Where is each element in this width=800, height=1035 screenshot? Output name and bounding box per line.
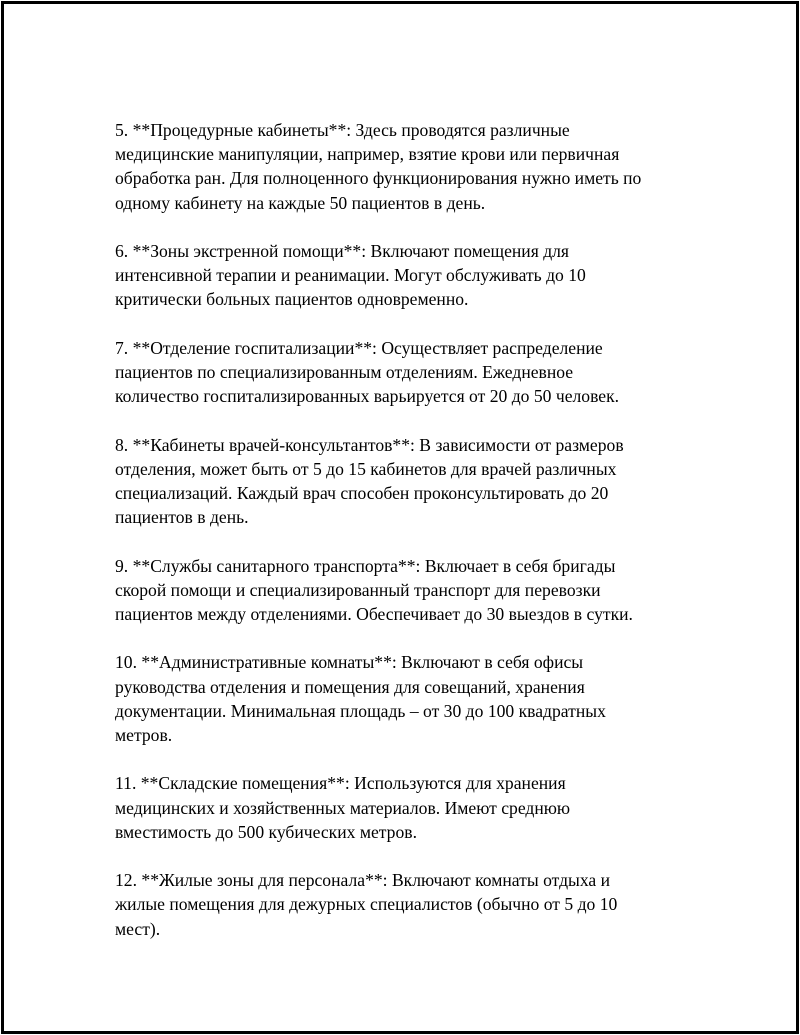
text-line: отделения, может быть от 5 до 15 кабинетов для врачей различных bbox=[115, 458, 617, 479]
text-line: 5. **Процедурные кабинеты**: Здесь проводятся различные bbox=[115, 120, 570, 140]
text-line: интенсивной терапии и реанимации. Могут обслуживать до 10 bbox=[115, 265, 586, 286]
text-line: метров. bbox=[115, 725, 173, 745]
text-line: 10. **Административные комнаты**: Включают в себя офисы bbox=[115, 652, 584, 673]
paragraph-item-6 bbox=[115, 239, 695, 312]
text-line: одному кабинету на каждые 50 пациентов в день. bbox=[115, 192, 486, 213]
text-line: количество госпитализированных варьируется от 20 до 50 человек. bbox=[115, 386, 620, 407]
paragraph-item-7 bbox=[115, 336, 695, 409]
text-line: жилые помещения для дежурных специалистов (обычно от 5 до 10 bbox=[115, 894, 618, 915]
paragraph-item-12 bbox=[115, 868, 695, 941]
text-line: пациентов между отделениями. Обеспечивает до 30 выездов в сутки. bbox=[115, 604, 633, 624]
paragraph-item-8 bbox=[115, 433, 695, 530]
text-line: руководства отделения и помещения для совещаний, хранения bbox=[115, 676, 585, 697]
text-line: критически больных пациентов одновременно. bbox=[115, 289, 469, 310]
text-line: 12. **Жилые зоны для персонала**: Включают комнаты отдыха и bbox=[115, 870, 611, 891]
text-line: обработка ран. Для полноценного функционирования нужно иметь по bbox=[115, 168, 642, 189]
paragraph-item-5 bbox=[115, 118, 695, 215]
text-line: документации. Минимальная площадь – от 30 до 100 квадратных bbox=[115, 700, 606, 721]
paragraph-item-11 bbox=[115, 771, 695, 844]
text-line: скорой помощи и специализированный транспорт для перевозки bbox=[115, 579, 601, 600]
text-line: 7. **Отделение госпитализации**: Осуществляет распределение bbox=[115, 337, 603, 358]
text-line: пациентов в день. bbox=[115, 507, 249, 528]
text-line: пациентов по специализированным отделениям. Ежедневное bbox=[115, 362, 574, 382]
document-body bbox=[115, 118, 695, 965]
text-line: 11. **Складские помещения**: Используются для хранения bbox=[115, 773, 566, 794]
text-line: 9. **Службы санитарного транспорта**: Включает в себя бригады bbox=[115, 555, 616, 576]
text-line: вместимость до 500 кубических метров. bbox=[115, 821, 417, 842]
paragraph-item-9 bbox=[115, 554, 695, 627]
text-line: 8. **Кабинеты врачей-консультантов**: В зависимости от размеров bbox=[115, 434, 624, 455]
text-line: мест). bbox=[115, 918, 161, 939]
text-line: медицинские манипуляции, например, взятие крови или первичная bbox=[115, 144, 620, 165]
text-line: специализаций. Каждый врач способен проконсультировать до 20 bbox=[115, 483, 609, 503]
paragraph-item-10 bbox=[115, 650, 695, 747]
text-line: 6. **Зоны экстренной помощи**: Включают помещения для bbox=[115, 241, 570, 261]
text-line: медицинских и хозяйственных материалов. Имеют среднюю bbox=[115, 797, 571, 818]
